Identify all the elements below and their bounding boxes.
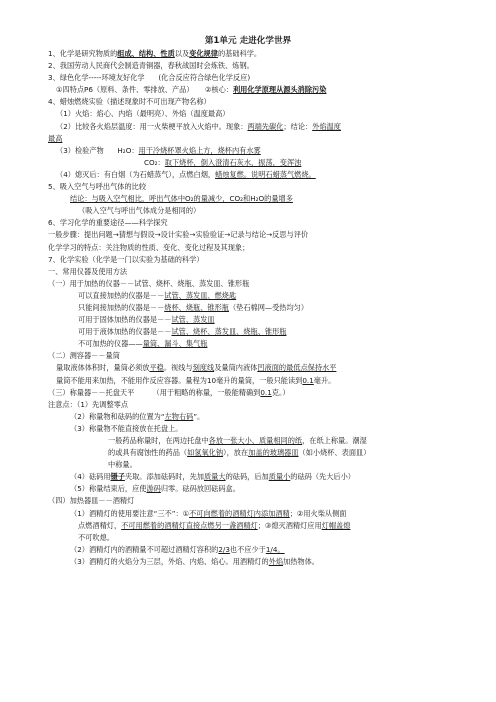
text-line: 量筒不能用来加热，不能用作反应容器。量程为10毫升的量筒，一般只能读到0.1毫升。 <box>56 375 336 385</box>
text-line: 6、学习化学的重要途径——科学探究 <box>48 218 168 228</box>
text-line: 一般步骤：提出问题→猜想与假设→设计实验→实验验证→记录与结论→反思与评价 <box>48 230 309 240</box>
text-line: 中称量。 <box>108 460 137 470</box>
text-line: 一、常用仪器及使用方法 <box>48 266 128 276</box>
text-line: （一）用于加热的仪器－－试管、烧杯、烧瓶、蒸发皿、锥形瓶 <box>48 278 250 288</box>
text-line: （1）火焰：焰心、内焰（最明亮）、外焰（温度最高） <box>56 109 230 119</box>
text-line: 不可加热的仪器——量筒、漏斗、集气瓶 <box>78 339 208 349</box>
text-line: 结论：与吸入空气相比，呼出气体中O₂的量减少，CO₂和H₂O的量增多 <box>70 194 293 204</box>
text-line: ①四特点P6（原料、条件、零排放、产品） ②核心：利用化学原理从源头消除污染 <box>56 85 327 95</box>
text-line: CO₂：取下烧杯，倒入澄清石灰水，振荡，变浑浊 <box>144 157 302 167</box>
text-line: 一般药品称量时，在两边托盘中各放一张大小、质量相同的纸，在纸上称量。潮湿 <box>108 436 367 445</box>
text-line: 可用于固体加热的仪器是－－试管、蒸发皿 <box>78 315 215 325</box>
page-title: 第1单元 走进化学世界 <box>204 36 292 46</box>
text-line: （三）称量器－－托盘天平 （用于粗略的称量，一般能精确到0.1克。） <box>48 387 290 397</box>
text-line: （3）检验产物 H₂O：用干冷烧杯罩火焰上方，烧杯内有水雾 <box>56 145 261 155</box>
text-line: 1、化学是研究物质的组成、结构、性质以及变化规律的基础科学。 <box>48 49 262 58</box>
text-line: 5、吸入空气与呼出气体的比较 <box>48 182 147 192</box>
text-line: 7、化学实验（化学是一门以实验为基础的科学） <box>48 254 204 264</box>
text-line: （吸入空气与呼出气体成分是相同的） <box>78 206 201 216</box>
text-line: 可以直接加热的仪器是－－试管、蒸发皿、燃烧匙 <box>78 290 237 300</box>
text-line: （1）酒精灯的使用要注意“三不”：①不可向燃着的酒精灯内添加酒精；②用火柴从侧面 <box>70 508 347 518</box>
text-line: （二）测容器－－量筒 <box>48 351 120 361</box>
text-line: 化学学习的特点：关注物质的性质、变化、变化过程及其现象； <box>48 242 250 252</box>
text-line: 最高 <box>48 133 63 143</box>
text-line: （5）称量结束后，应使游码归零。砝码放回砝码盒。 <box>70 484 240 494</box>
text-line: 注意点：（1）先调整零点 <box>48 399 129 409</box>
text-line: （3）酒精灯的火焰分为三层，外焰、内焰、焰心。用酒精灯的外焰加热物体。 <box>70 556 319 566</box>
text-line: 3、绿色化学-----环境友好化学 (化合反应符合绿色化学反应) <box>48 73 251 83</box>
text-line: 可用于液体加热的仪器是－－试管、烧杯、蒸发皿、烧瓶、锥形瓶 <box>78 327 287 337</box>
text-line: （2）酒精灯内的酒精量不可超过酒精灯容积的2/3也不应少于1/4。 <box>70 544 285 554</box>
text-line: 只能间接加热的仪器是－－烧杯、烧瓶、锥形瓶（垫石棉网—受热均匀） <box>78 302 309 312</box>
text-line: （四）加热器皿－－酒精灯 <box>48 496 135 506</box>
document-body <box>48 48 468 568</box>
text-line: （4）砝码用镊子夹取。添加砝码时，先加质量大的砝码，后加质量小的砝码（先大后小） <box>70 472 355 482</box>
text-line: 4、蜡烛燃烧实验（描述现象时不可出现产物名称） <box>48 97 211 107</box>
text-line: 的或具有腐蚀性的药品（如氢氧化钠），放在加盖的玻璃器皿（如小烧杯、表面皿） <box>108 448 371 458</box>
text-line: （4）熄灭后：有白烟（为石蜡蒸气），点燃白烟，蜡烛复燃。说明石蜡蒸气燃烧。 <box>56 169 316 179</box>
text-line: 量取液体体积时，量筒必须放平稳。视线与刻度线及量筒内液体凹液面的最低点保持水平 <box>56 363 337 373</box>
text-line: 2、我国劳动人民商代会制造青铜器，春秋战国时会炼铁、炼钢。 <box>48 61 254 71</box>
text-line: 点燃酒精灯，不可用燃着的酒精灯直接点燃另一盏酒精灯；③熄灭酒精灯应用灯帽盖熄 <box>78 520 351 530</box>
text-line: （2）比较各火焰层温度：用一火柴梗平放入火焰中。现象：两端先碳化；结论：外焰温度 <box>56 121 341 131</box>
text-line: 不可吹熄。 <box>78 532 114 542</box>
text-line: （3）称量物不能直接放在托盘上。 <box>70 423 183 433</box>
text-line: （2）称量物和砝码的位置为“左物右码”。 <box>70 411 205 421</box>
